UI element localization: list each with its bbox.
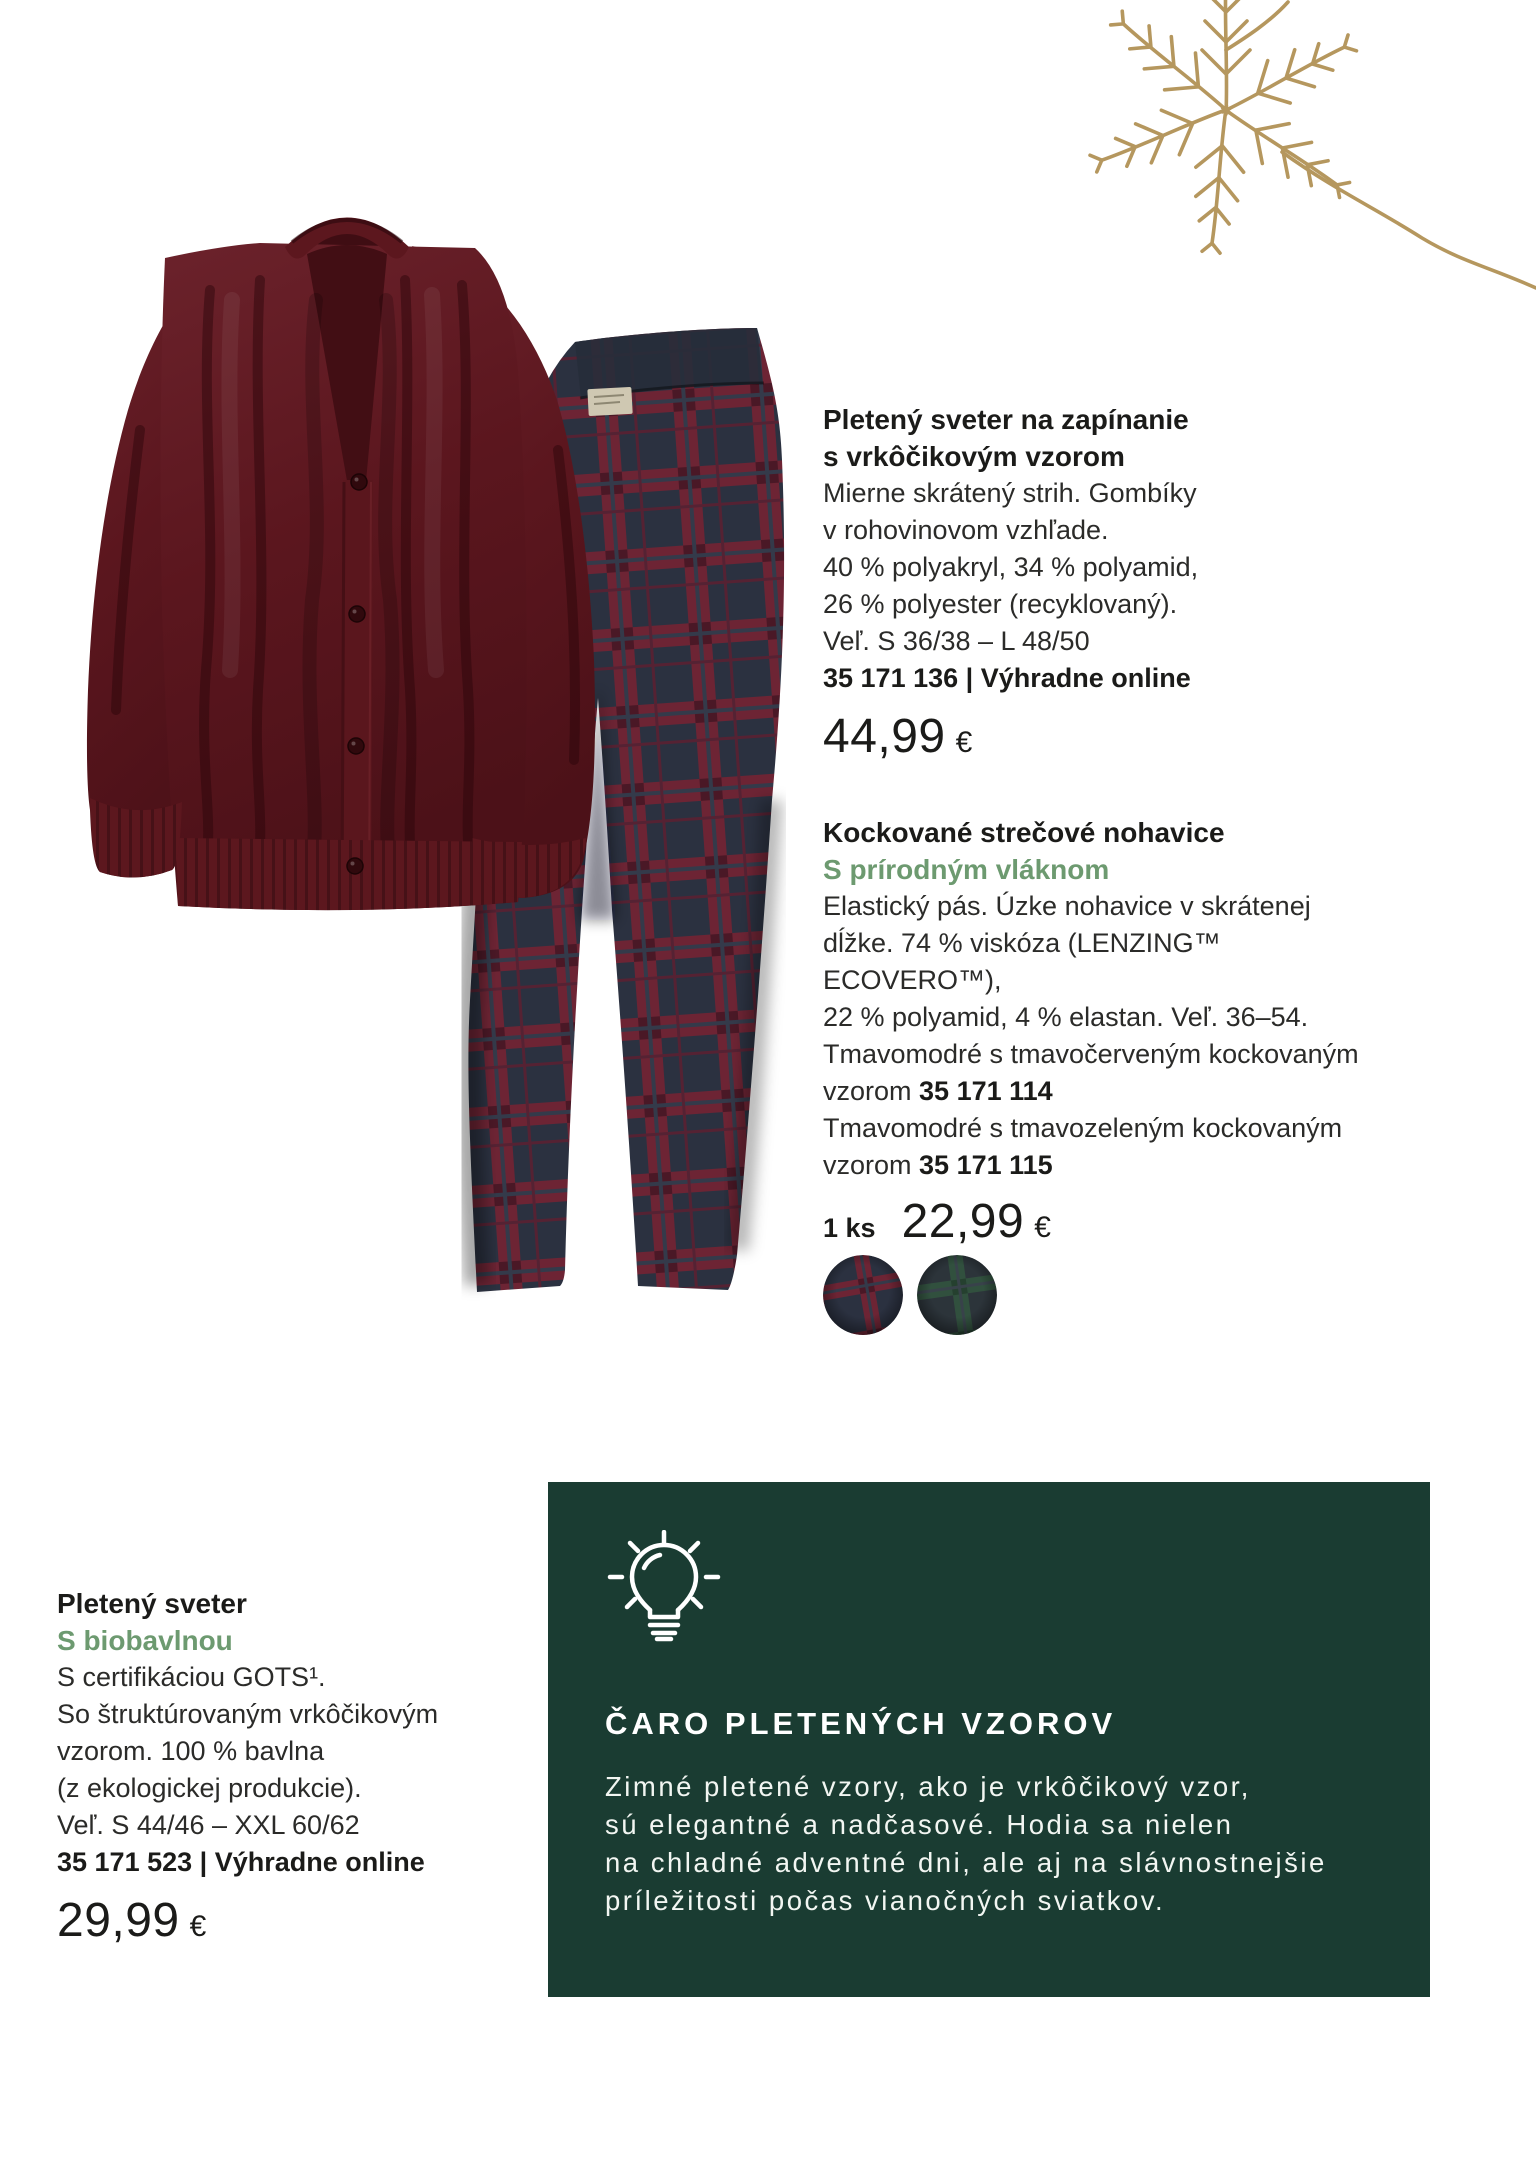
eco-label: S prírodným vláknom: [823, 854, 1110, 885]
quantity-label: 1 ks: [823, 1213, 876, 1243]
swatch-red-check: [823, 1255, 903, 1335]
product-title: Pletený sveter na zapínanie s vrkôčikovým vzorom: [823, 404, 1189, 472]
price: 29,99 €: [57, 1894, 207, 1947]
lightbulb-icon: [605, 1530, 723, 1648]
color-swatches: [823, 1255, 1383, 1335]
article-number: 35 171 136 | Výhradne online: [823, 663, 1191, 693]
currency-symbol: €: [189, 1910, 207, 1943]
info-box-text: Zimné pletené vzory, ako je vrkôčikový vzor, sú elegantné a nadčasové. Hodia sa nielen na chladné adventné dni, ale aj na slávnostnejšie príležitosti počas vianočných sviatkov.: [605, 1771, 1327, 1916]
product-description: S certifikáciou GOTS¹. So štruktúrovaným vrkôčikovým vzorom. 100 % bavlna (z ekologickej produkcie). Veľ. S 44/46 – XXL 60/62 35 171 523 | Výhradne online: [57, 1659, 487, 1881]
product-info-leggings: [823, 814, 1383, 1335]
product-info-cardigan-set: [823, 401, 1343, 764]
product-title: Kockované strečové nohavice: [823, 817, 1225, 848]
price: 44,99 €: [823, 710, 973, 763]
product-title: Pletený sveter: [57, 1588, 247, 1619]
cardigan-image: [87, 218, 595, 911]
product-info-sweater: [57, 1585, 487, 1948]
info-box: [548, 1482, 1430, 1997]
eco-label: S biobavlnou: [57, 1625, 233, 1656]
info-box-title: ČARO PLETENÝCH VZOROV: [605, 1706, 1117, 1741]
snowflake-icon: [1030, 0, 1536, 300]
swatch-green-check: [917, 1255, 997, 1335]
price: 1 ks 22,99 €: [823, 1195, 1051, 1248]
leggings-size-tag: [587, 387, 632, 416]
article-number: 35 171 115: [919, 1150, 1053, 1180]
currency-symbol: €: [1034, 1211, 1051, 1244]
article-number: 35 171 523 | Výhradne online: [57, 1847, 425, 1877]
currency-symbol: €: [955, 726, 973, 759]
product-description: Elastický pás. Úzke nohavice v skrátenej dĺžke. 74 % viskóza (LENZING™ ECOVERO™), 22 % polyamid, 4 % elastan. Veľ. 36–54. Tmavomodré s tmavočerveným kockovaným vzorom 35 171 114 Tmavomodré s tmavozeleným kockovaným vzorom 35 171 115: [823, 891, 1359, 1180]
outfit-photo: [60, 150, 800, 1320]
article-number: 35 171 114: [919, 1076, 1053, 1106]
product-description: Mierne skrátený strih. Gombíky v rohovinovom vzhľade. 40 % polyakryl, 34 % polyamid, 26 % polyester (recyklovaný). Veľ. S 36/38 – L 48/50 35 171 136 | Výhradne online: [823, 475, 1343, 697]
